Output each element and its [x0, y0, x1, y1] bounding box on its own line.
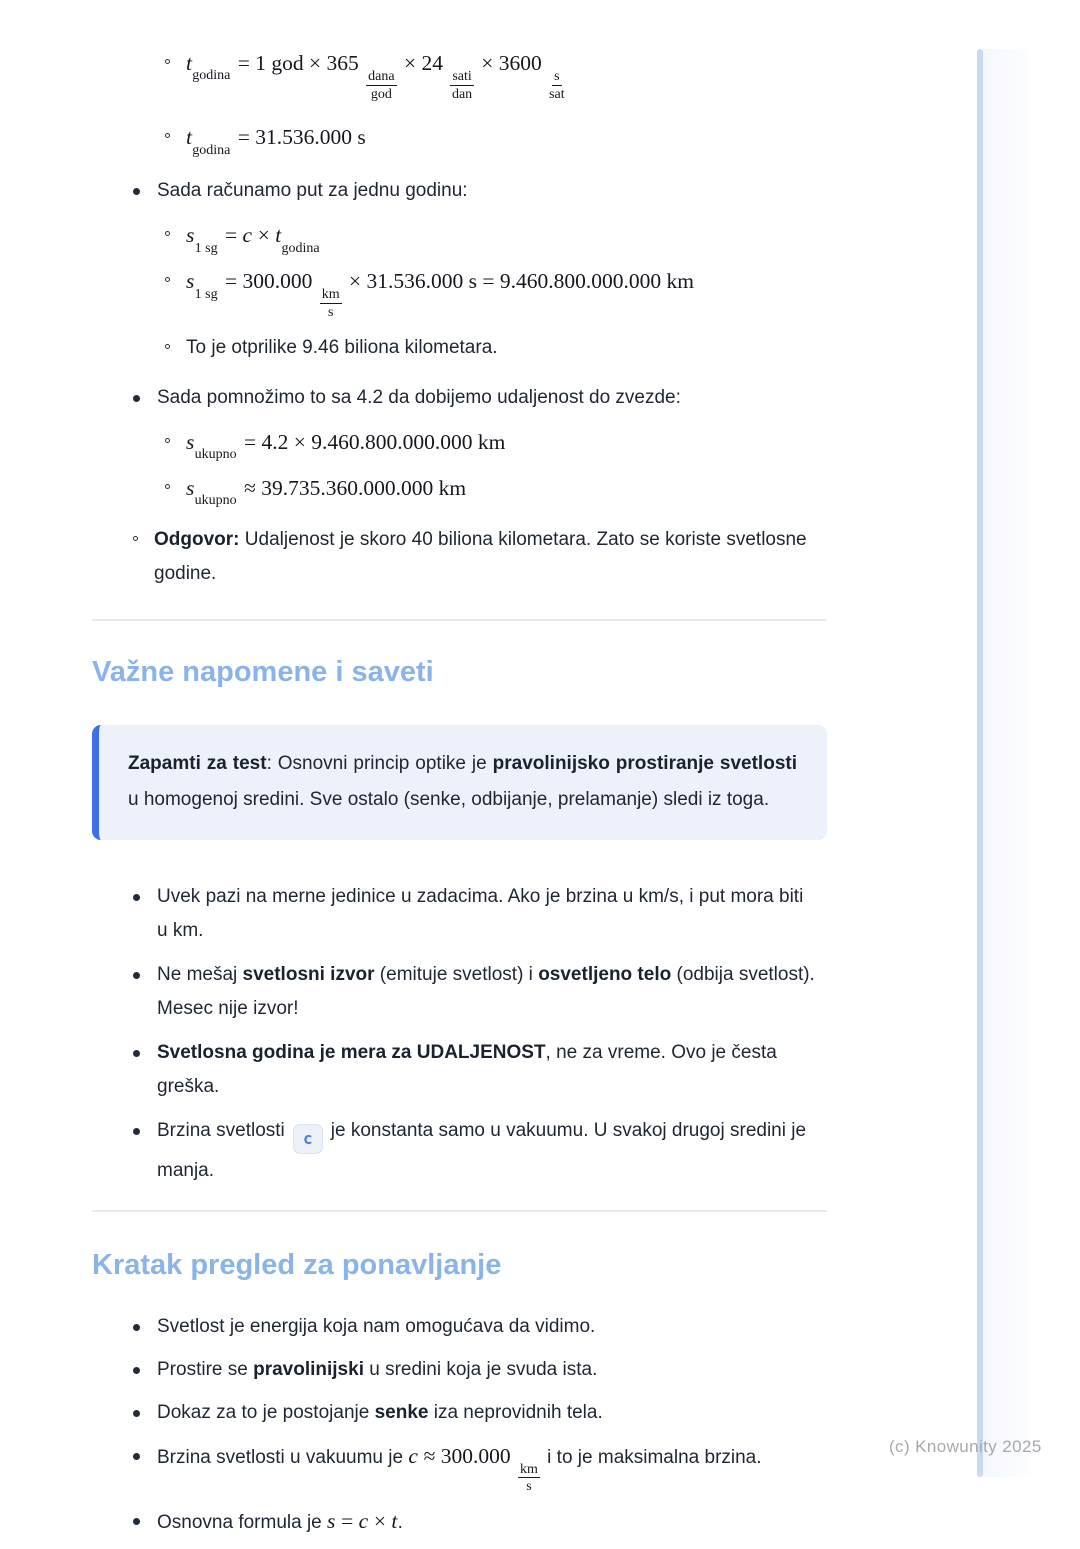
- bullet-dot-icon: [133, 894, 140, 901]
- review-bullet-list: [92, 1310, 827, 1540]
- document-body: [92, 0, 827, 1549]
- bullet-item: [92, 1353, 827, 1387]
- page-edge-panel: [983, 49, 1035, 1477]
- bullet-dot-icon: [133, 1128, 140, 1135]
- notes-bullet-list: [92, 880, 827, 1188]
- bullet-item: [92, 958, 827, 1026]
- math-expression: s = c × t: [327, 1509, 398, 1534]
- math-expression: $s_{1 sg} = 300.000$ $\frac{km}{s}$ × 31.536.000 s = 9.460.800.000.000 km: [186, 269, 694, 321]
- bullet-item: [92, 1504, 827, 1540]
- bullet-dot-icon: [133, 1410, 140, 1417]
- bullet-item: [92, 1036, 827, 1104]
- scrollbar-thumb[interactable]: [977, 49, 983, 1477]
- callout-note: [92, 725, 827, 840]
- bullet-text: Sada pomnožimo to sa 4.2 da dobijemo udaljenost do zvezde:: [157, 386, 681, 408]
- formula-text: [186, 120, 827, 156]
- bullet-dot-icon: [133, 1324, 140, 1331]
- bullet-text: Uvek pazi na merne jedinice u zadacima. Ako je brzina u km/s, i put mora biti u km.: [157, 885, 804, 941]
- bullet-dot-icon: [133, 1453, 140, 1460]
- circle-bullet-icon: [165, 133, 170, 138]
- bullet-text: Sada računamo put za jednu godinu:: [157, 180, 468, 202]
- formula-item: [92, 218, 827, 254]
- math-expression: $t_{godina} = 1$ god × 365 $\frac{\text{dana}}{\text{god}}$ × 24 $\frac{\text{sati}}{\text{dan}}$ × 3600 $\frac{s}{\text{sat}}$: [186, 51, 565, 102]
- fraction: $\frac{km}{s}$: [321, 287, 340, 321]
- formula-item: [92, 425, 827, 461]
- bullet-item: [92, 381, 827, 415]
- bullet-text: Brzina svetlosti u vakuumu je c ≈ 300.000 $\frac{km}{s}$ i to je maksimalna brzina.: [157, 1443, 762, 1495]
- bullet-item: [92, 1439, 827, 1495]
- circle-bullet-icon: [165, 231, 170, 236]
- watermark: (c) Knowunity 2025: [889, 1437, 1042, 1456]
- fraction: $\frac{km}{s}$: [520, 1461, 538, 1495]
- bullet-item: [92, 1114, 827, 1188]
- circle-bullet-icon: [165, 344, 170, 349]
- sub-bullet-text: To je otprilike 9.46 biliona kilometara.: [186, 336, 498, 358]
- bullet-text: Osnovna formula je s = c × t.: [157, 1509, 403, 1534]
- bullet-text: Ne mešaj svetlosni izvor (emituje svetlost) i osvetljeno telo (odbija svetlost). Mesec nije izvor!: [157, 963, 815, 1019]
- formula-item: [92, 471, 827, 507]
- bullet-dot-icon: [133, 1367, 140, 1374]
- math-expression: $s_{ukupno} = 4.2 \times 9.460.800.000.000$ km: [186, 429, 506, 462]
- bullet-item: [92, 1396, 827, 1430]
- formula-text: [186, 425, 827, 461]
- circle-bullet-icon: [165, 59, 170, 64]
- math-expression: $s_{1 sg} = c \times t_{godina}$: [186, 223, 320, 256]
- math-expression: $s_{ukupno} \approx 39.735.360.000.000$ km: [186, 475, 467, 508]
- section-heading-notes: Važne napomene i saveti: [92, 655, 434, 688]
- bullet-text: Svetlost je energija koja nam omogućava da vidimo.: [157, 1315, 596, 1337]
- formula-item: [92, 264, 827, 320]
- formula-text: [186, 264, 827, 320]
- math-expression: c ≈ 300.000 $\frac{km}{s}$: [408, 1443, 538, 1495]
- section-heading-review: Kratak pregled za ponavljanje: [92, 1248, 502, 1281]
- fraction: $\frac{\text{sati}}{\text{dan}}$: [451, 69, 473, 102]
- answer-text: Odgovor: Udaljenost je skoro 40 biliona kilometara. Zato se koriste svetlosne godine.: [154, 528, 807, 584]
- formula-text: [186, 471, 827, 507]
- circle-bullet-icon: [165, 438, 170, 443]
- bullet-item: [92, 1310, 827, 1344]
- formula-item: [92, 46, 827, 102]
- bullet-dot-icon: [133, 972, 140, 979]
- formula-text: [186, 218, 827, 254]
- fraction: $\frac{s}{\text{sat}}$: [549, 69, 565, 102]
- math-expression: $t_{godina} = 31.536.000$ s: [186, 125, 366, 158]
- formula-text: [186, 46, 827, 102]
- bullet-dot-icon: [133, 188, 140, 195]
- circle-bullet-icon: [133, 536, 138, 541]
- bullet-text: Brzina svetlosti c je konstanta samo u vakuumu. U svakoj drugoj sredini je manja.: [157, 1119, 807, 1181]
- bullet-dot-icon: [133, 395, 140, 402]
- bullet-text: Prostire se pravolinijski u sredini koja je svuda ista.: [157, 1358, 598, 1380]
- formula-item: [92, 120, 827, 156]
- circle-bullet-icon: [165, 277, 170, 282]
- fraction: $\frac{\text{dana}}{\text{god}}$: [368, 69, 395, 102]
- bullet-text: Svetlosna godina je mera za UDALJENOST, ne za vreme. Ovo je česta greška.: [157, 1041, 777, 1097]
- section-divider: [92, 619, 827, 621]
- bullet-text: Dokaz za to je postojanje senke iza neprovidnih tela.: [157, 1401, 603, 1423]
- circle-bullet-icon: [165, 484, 170, 489]
- sub-bullet-item: [92, 331, 827, 365]
- bullet-dot-icon: [133, 1518, 140, 1525]
- section-divider: [92, 1210, 827, 1212]
- bullet-item: [92, 174, 827, 208]
- inline-code-badge: c: [293, 1124, 323, 1154]
- answer-item: [92, 523, 827, 591]
- bullet-item: [92, 880, 827, 948]
- callout-text: Zapamti za test: Osnovni princip optike je pravolinijsko prostiranje svetlosti u homogenoj sredini. Sve ostalo (senke, odbijanje, prelamanje) sledi iz toga.: [128, 752, 797, 811]
- bullet-dot-icon: [133, 1050, 140, 1057]
